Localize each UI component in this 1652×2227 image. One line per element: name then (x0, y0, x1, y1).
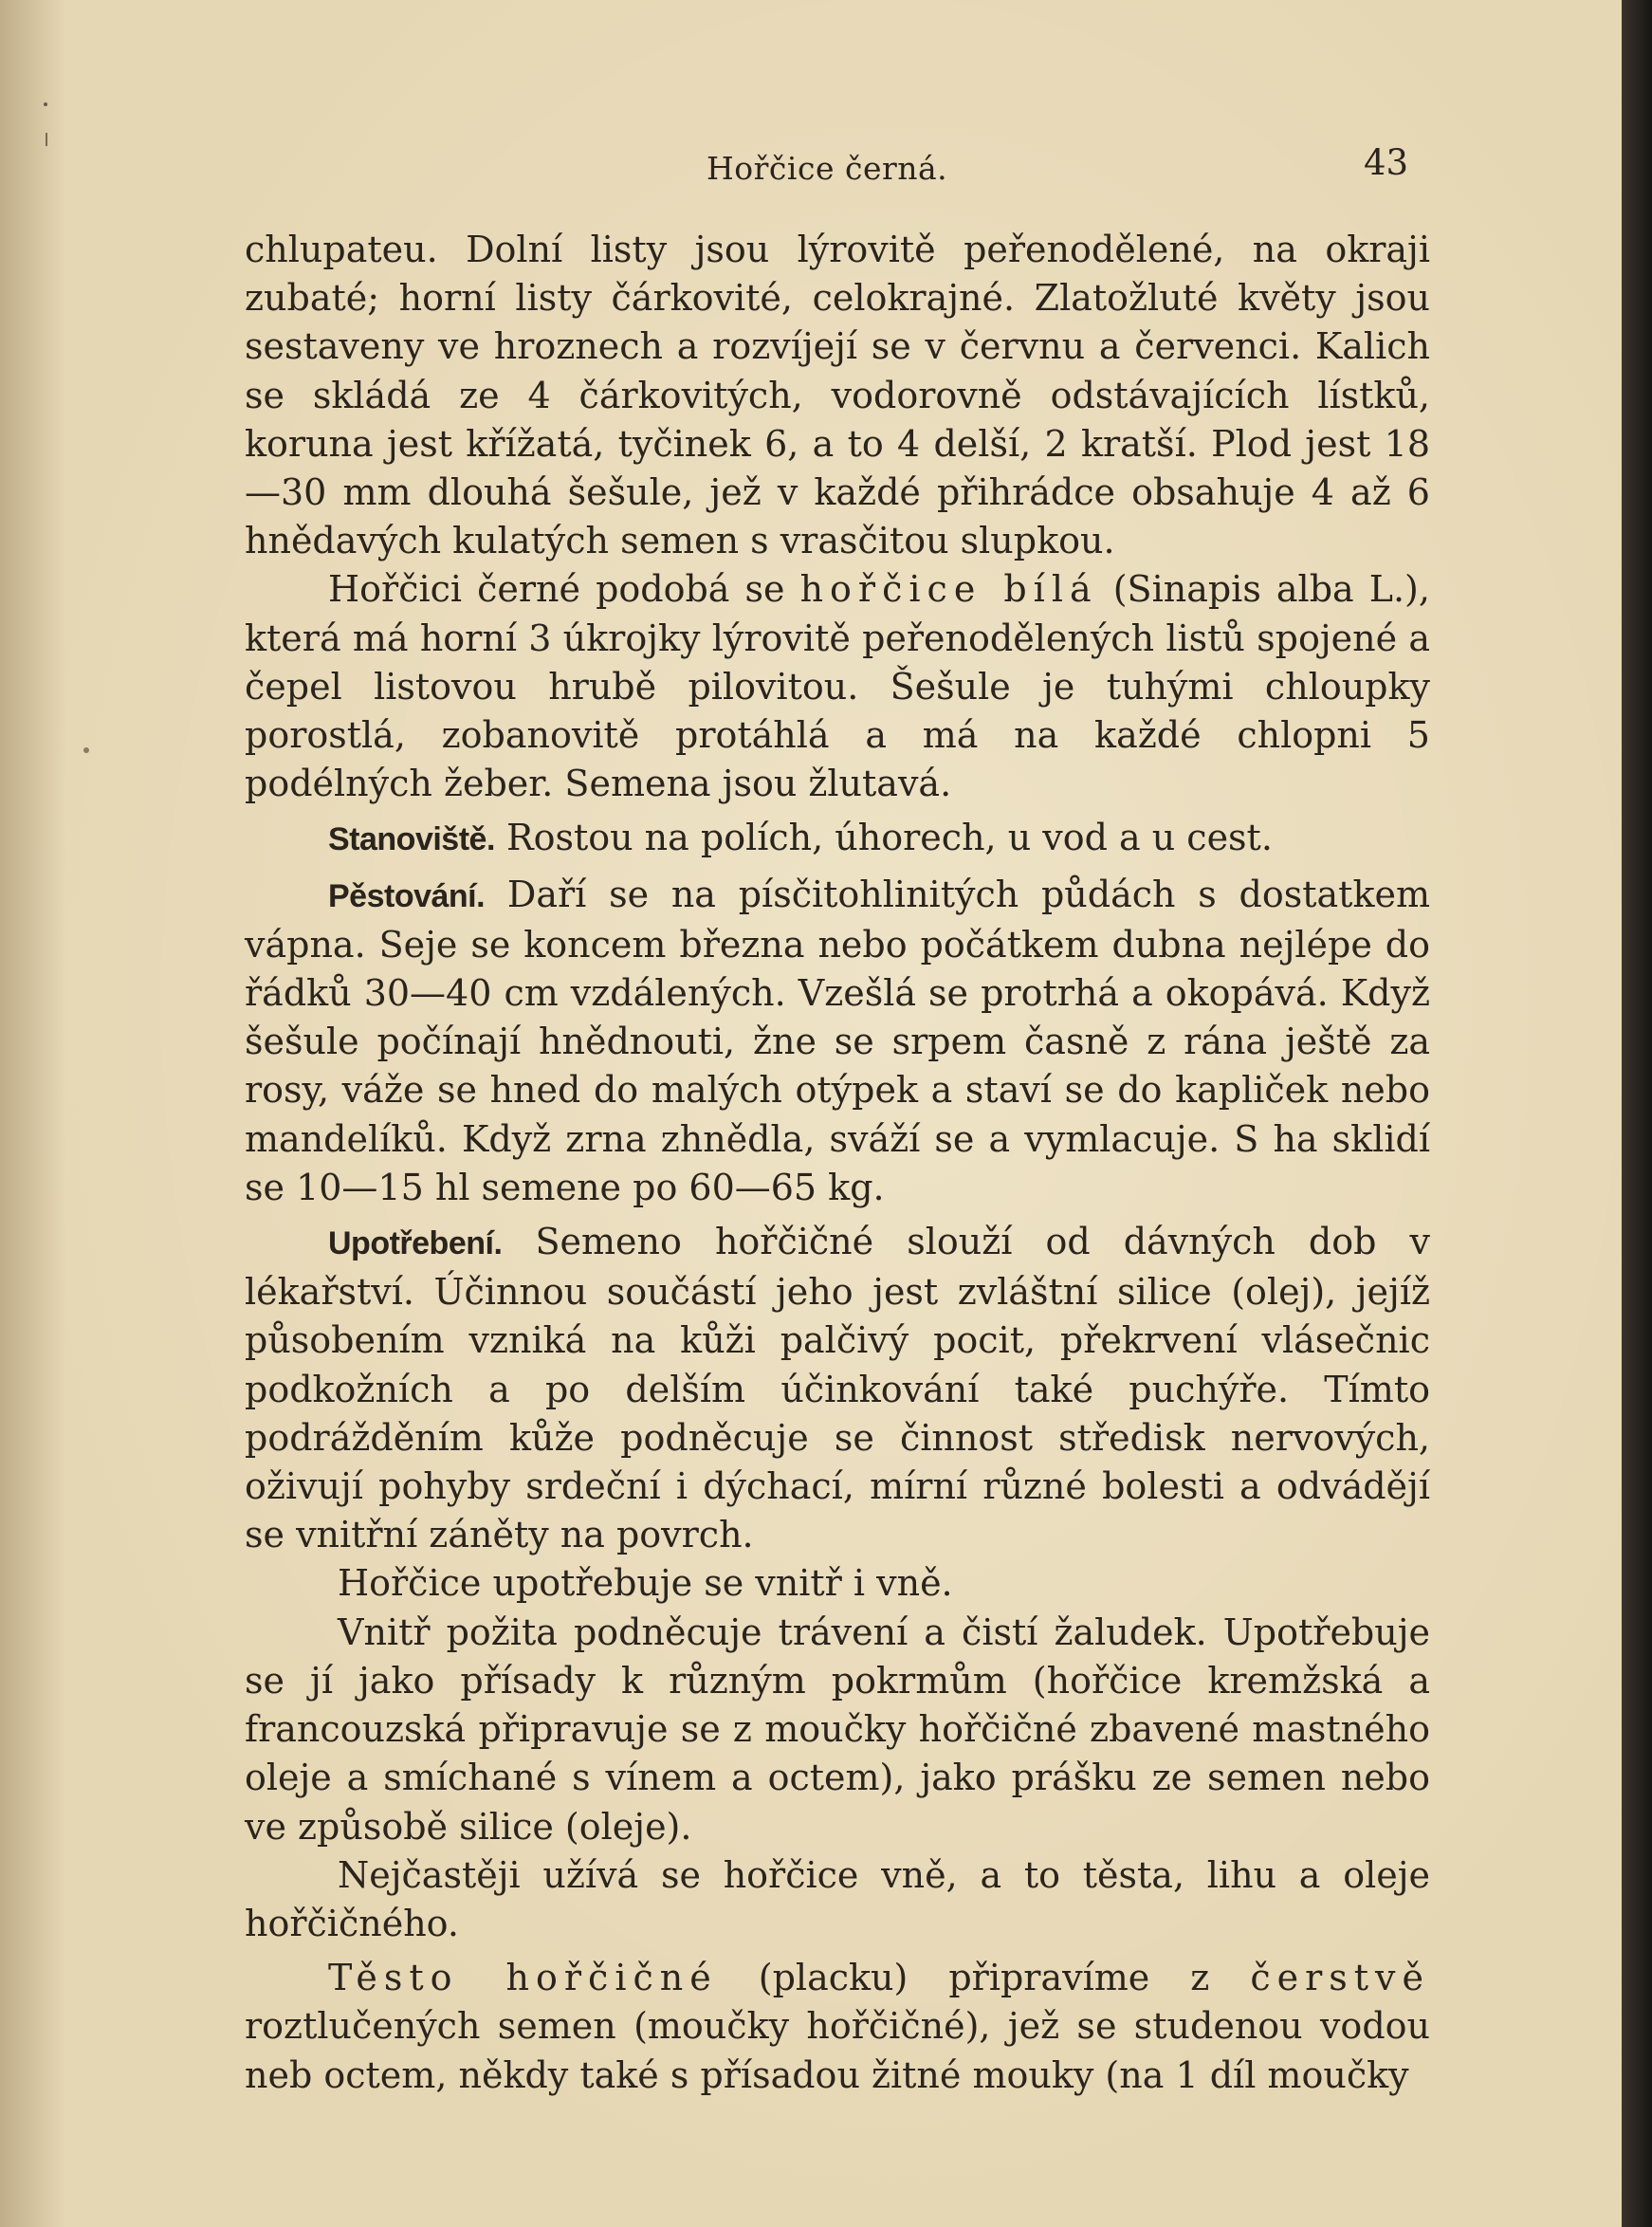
running-title: Hořčice černá. (707, 150, 948, 187)
section-heading-cultivation: Pěstování. (328, 877, 486, 914)
book-binding-edge (1622, 0, 1652, 2227)
section-heading-habitat: Stanoviště. (328, 821, 495, 858)
paper-speck (44, 102, 47, 106)
paragraph-mustard-paste (245, 1954, 1430, 2100)
spaced-term: čerstvě (1250, 1957, 1430, 1999)
text-run: roztlučených semen (moučky hořčičné), jež se studenou vodou neb octem, někdy také s přísadou žitné mouky (na 1 díl moučky (245, 2005, 1430, 2096)
text-run: (Sinapis alba L.), která má horní 3 úkrojky lýrovitě peřenodělených listů spojené a čepel listovou hrubě pilovitou. Šešule je tuhými chloupky porostlá, zobanovitě protáhlá a má na každé chlopni 5 podélných žeber. Semena jsou žlutavá. (245, 568, 1430, 805)
paragraph-external-use: Nejčastěji užívá se hořčice vně, a to těsta, lihu a oleje hořčičného. (245, 1853, 1430, 1944)
page-number: 43 (1364, 142, 1409, 183)
paragraph-cultivation (245, 871, 1430, 1212)
text-run: Rostou na polích, úhorech, u vod a u cest. (505, 817, 1273, 859)
text-run: (placku) připravíme z (758, 1957, 1210, 1999)
paragraph-inside-outside: Hořčice upotřebuje se vnitř i vně. (338, 1562, 953, 1605)
spaced-term: Těsto hořčičné (328, 1957, 718, 1999)
page-header (0, 142, 1622, 199)
section-heading-use: Upotřebení. (328, 1225, 503, 1262)
text-run: Hořčici černé podobá se (328, 568, 785, 611)
paragraph-habitat (245, 814, 1430, 864)
text-run: Semeno hořčičné slouží od dávných dob v lékařství. Účinnou součástí jeho jest zvláštní silice (olej), jejíž působením vzniká na kůži palčivý pocit, překrvení vlásečnic podkožních a po delším účinkování také puchýře. Tímto podrážděním kůže podněcuje se činnost středisk nervových, oživují pohyby srdeční i dýchací, mírní různé bolesti a odvádějí se vnitřní záněty na povrch. (245, 1221, 1430, 1556)
text-run: Daří se na písčitohlinitých půdách s dostatkem vápna. Seje se koncem března nebo počátkem dubna nejlépe do řádků 30—40 cm vzdálených. Vzešlá se protrhá a okopává. Když šešule počínají hnědnouti, žne se srpem časně z rána ještě za rosy, váže se hned do malých otýpek a staví se do kapliček nebo mandelíků. Když zrna zhnědla, sváží se a vymlacuje. S ha sklidí se 10—15 hl semene po 60—65 kg. (245, 873, 1430, 1208)
spaced-term: hořčice bílá (799, 568, 1098, 611)
paragraph-description: chlupateu. Dolní listy jsou lýrovitě peřenodělené, na okraji zubaté; horní listy čárkovité, celokrajné. Zlatožluté květy jsou sestaveny ve hroznech a rozvíjejí se v červnu a červenci. Kalich se skládá ze 4 čárkovitých, vodorovně odstávajících lístků, koruna jest křížatá, tyčinek 6, a to 4 delší, 2 kratší. Plod jest 18—30 mm dlouhá šešule, jež v každé přihrádce obsahuje 4 až 6 hnědavých kulatých semen s vrasčitou slupkou. (245, 229, 1430, 562)
paragraph-white-mustard (245, 565, 1430, 808)
paragraph-internal-use: Vnitř požita podněcuje trávení a čistí žaludek. Upotřebuje se jí jako přísady k různým pokrmům (hořčice kremžská a francouzská připravuje se z moučky hořčičné zbavené mastného oleje a smíchané s vínem a octem), jako prášku ze semen nebo ve způsobě silice (oleje). (245, 1610, 1430, 1848)
paragraph-use (245, 1218, 1430, 1559)
body-text (245, 226, 1430, 2100)
paper-speck (83, 747, 89, 753)
